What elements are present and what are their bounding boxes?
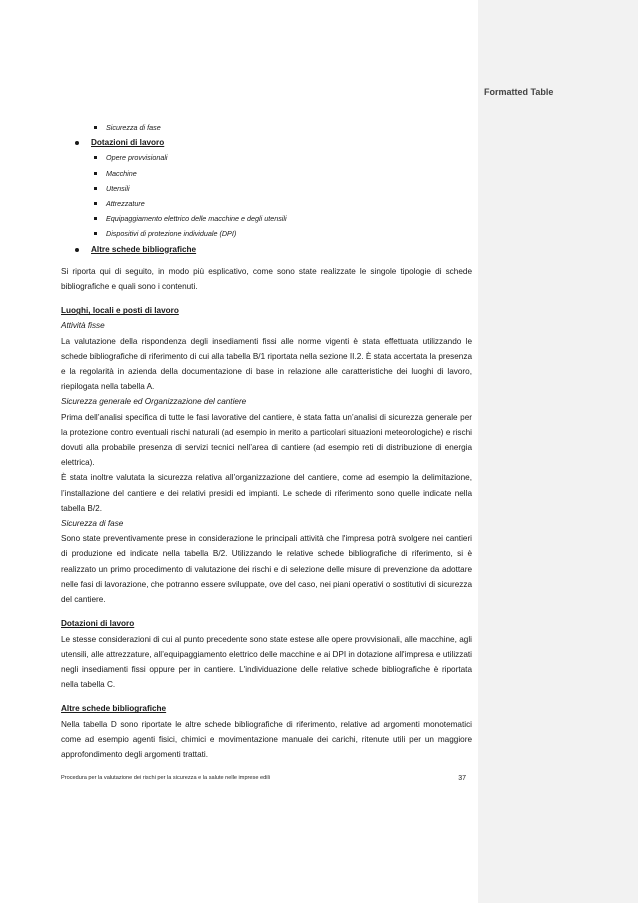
list-item: Sicurezza di fase xyxy=(61,120,472,135)
paragraph: La valutazione della rispondenza degli insediamenti fissi alle norme vigenti è stata effettuata utilizzando le schede bibliografiche di riferimento di cui alla tabella B/1 riportata nella sezione II.2. È stata accertata la presenza e la regolarità in azienda della documentazione di base in relazione alle caratteristiche dei luoghi di lavoro, riepilogata nella tabella A. xyxy=(61,336,472,392)
sidebar-title: Formatted Table xyxy=(484,87,554,97)
paragraph: Sono state preventivamente prese in considerazione le principali attività che l'impresa potrà svolgere nei cantieri di produzione ed indicate nella tabella B/2. Utilizzando le relative schede bibliografiche di riferimento, si è realizzato un primo procedimento di valutazione dei rischi e di selezione delle misure di prevenzione da adottare nelle fasi di lavorazione, che potranno essere sviluppate, ove del caso, nei piani operativi o sostitutivi di sicurezza del cantiere. xyxy=(61,534,472,605)
comment-sidebar xyxy=(478,0,638,903)
list-item: Utensili xyxy=(61,181,472,196)
list-item: Dotazioni di lavoro xyxy=(61,135,472,150)
subsection-heading: Sicurezza generale ed Organizzazione del cantiere xyxy=(61,397,247,407)
page-content xyxy=(61,120,472,762)
paragraph: Nella tabella D sono riportate le altre schede bibliografiche di riferimento, relative ad argomenti monotematici come ad esempio agenti fisici, chimici e movimentazione manuale dei carichi, ritenute utili per un maggiore approfondimento degli argomenti trattati. xyxy=(61,719,472,759)
intro-paragraph: Si riporta qui di seguito, in modo più esplicativo, come sono state realizzate le singole tipologie di schede bibliografiche e quali sono i contenuti. xyxy=(61,266,472,292)
sub-bullet-list xyxy=(61,120,472,135)
bullet-list xyxy=(61,135,472,150)
page-footer xyxy=(61,775,472,781)
sub-bullet-list xyxy=(61,150,472,241)
paragraph: Prima dell’analisi specifica di tutte le fasi lavorative del cantiere, è stata fatta un’analisi di sicurezza generale per la protezione contro eventuali rischi naturali (ad esempio in merito a particolari situazioni meteorologiche) e rischi dovuti alla probabile presenza di servizi tecnici nell’area di cantiere (ad esempio reti di distribuzione di energia elettrica). xyxy=(61,412,472,468)
list-item: Dispositivi di protezione individuale (DPI) xyxy=(61,226,472,241)
bullet-list xyxy=(61,242,472,257)
footer-text: Procedura per la valutazione dei rischi per la sicurezza e la salute nelle imprese edili xyxy=(61,775,270,781)
page-number: 37 xyxy=(458,775,466,782)
list-item: Macchine xyxy=(61,166,472,181)
paragraph: È stata inoltre valutata la sicurezza relativa all’organizzazione del cantiere, come ad esempio la delimitazione, l’installazione del cantiere e dei relativi presidi ed impianti. Le schede di riferimento sono quelle indicate nella tabella B/2. xyxy=(61,473,472,513)
section-heading: Altre schede bibliografiche xyxy=(61,704,167,714)
section-heading: Dotazioni di lavoro xyxy=(61,619,135,629)
subsection-heading: Attività fisse xyxy=(61,321,105,331)
list-item: Equipaggiamento elettrico delle macchine e degli utensili xyxy=(61,211,472,226)
list-item: Opere provvisionali xyxy=(61,150,472,165)
section-heading: Luoghi, locali e posti di lavoro xyxy=(61,306,179,316)
list-item: Attrezzature xyxy=(61,196,472,211)
subsection-heading: Sicurezza di fase xyxy=(61,519,124,529)
list-item: Altre schede bibliografiche xyxy=(61,242,472,257)
paragraph: Le stesse considerazioni di cui al punto precedente sono state estese alle opere provvisionali, alle macchine, agli utensili, alle attrezzature, all’equipaggiamento elettrico delle macchine e ai DPI in dotazione all'impresa e utilizzati negli insediamenti fissi oppure per in cantiere. L'individuazione delle relative schede bibliografiche è riportata nella tabella C. xyxy=(61,634,472,690)
